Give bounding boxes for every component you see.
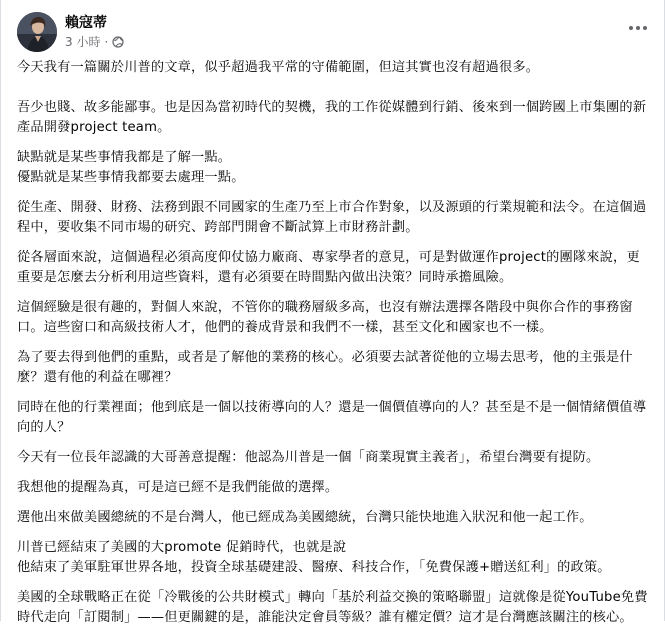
- meta-separator: ·: [104, 34, 109, 49]
- author-avatar[interactable]: [17, 12, 57, 52]
- dot: [643, 26, 647, 30]
- post-timestamp[interactable]: 3 小時: [65, 35, 101, 49]
- text-line: 為了要去得到他們的重點，或者是了解他的業務的核心。必須要去試著從他的立場去思考，他的主張是什麼？還有他的利益在哪裡？: [17, 350, 633, 385]
- text-line: 他結束了美軍駐軍世界各地，投資全球基礎建設、醫療、科技合作，「免費保護+贈送紅利」的政策。: [17, 560, 611, 575]
- paragraph: [17, 58, 648, 138]
- paragraph: [17, 588, 648, 628]
- profile-photo: [17, 12, 57, 52]
- paragraph: [17, 148, 648, 188]
- text-line: 選他出來做美國總統的不是台灣人，他已經成為美國總統，台灣只能快地進入狀況和他一起工作。: [17, 510, 593, 525]
- paragraph: [17, 478, 648, 498]
- paragraph: [17, 198, 648, 238]
- text-line: 今天有一位長年認識的大哥善意提醒：他認為川普是一個「商業現實主義者」，希望台灣要有提防。: [17, 450, 600, 465]
- text-line: 今天我有一篇關於川普的文章，似乎超過我平常的守備範圍，但這其實也沒有超過很多。: [17, 60, 540, 75]
- post-header: [1, 0, 664, 58]
- paragraph: [17, 248, 648, 288]
- text-line: 這個經驗是很有趣的，對個人來說，不管你的職務層級多高，也沒有辦法選擇各階段中與你合作的事務窗口。這些窗口和高級技術人才，他們的養成背景和我們不一樣，甚至文化和國家也不一樣。: [17, 300, 633, 335]
- post-meta: [65, 33, 124, 50]
- text-line: 美國的全球戰略正在從「冷戰後的公共財模式」轉向「基於利益交換的策略聯盟」這就像是從YouTube免費時代走向「訂閱制」——但更關鍵的是，誰能決定會員等級？誰有權定價？這才是台灣應該關注的核心。: [17, 590, 648, 625]
- post-body: [1, 58, 664, 628]
- text-line: [17, 78, 648, 98]
- text-line: 缺點就是某些事情我都是了解一點。: [17, 150, 232, 165]
- text-line: 我想他的提醒為真，可是這已經不是我們能做的選擇。: [17, 480, 339, 495]
- paragraph: [17, 348, 648, 388]
- text-line: 川普已經結束了美國的大promote 促銷時代，也就是說: [17, 540, 347, 555]
- text-line: 從生產、開發、財務、法務到跟不同國家的生產乃至上市合作對象，以及源頭的行業規範和法令。在這個過程中，要收集不同市場的研究、跨部門開會不斷試算上市財務計劃。: [17, 200, 647, 235]
- paragraph: [17, 398, 648, 438]
- paragraph: [17, 538, 648, 578]
- dot: [636, 26, 640, 30]
- paragraph: [17, 508, 648, 528]
- dot: [629, 26, 633, 30]
- text-line: 優點就是某些事情我都要去處理一點。: [17, 170, 245, 185]
- globe-icon[interactable]: [112, 36, 124, 48]
- paragraph: [17, 448, 648, 468]
- text-line: 從各層面來說，這個過程必須高度仰仗協力廠商、專家學者的意見，可是對做運作project的團隊來說，更重要是怎麼去分析利用這些資料，還有必須要在時間點內做出決策？同時承擔風險。: [17, 250, 640, 285]
- text-line: 同時在他的行業裡面；他到底是一個以技術導向的人？還是一個價值導向的人？甚至是不是一個情緒價值導向的人？: [17, 400, 647, 435]
- paragraph: [17, 298, 648, 338]
- text-line: 吾少也賤、故多能鄙事。也是因為當初時代的契機，我的工作從媒體到行銷、後來到一個跨國上市集團的新產品開發project team。: [17, 100, 647, 135]
- author-name[interactable]: 賴寇蒂: [65, 15, 107, 31]
- more-options-icon[interactable]: [626, 20, 650, 36]
